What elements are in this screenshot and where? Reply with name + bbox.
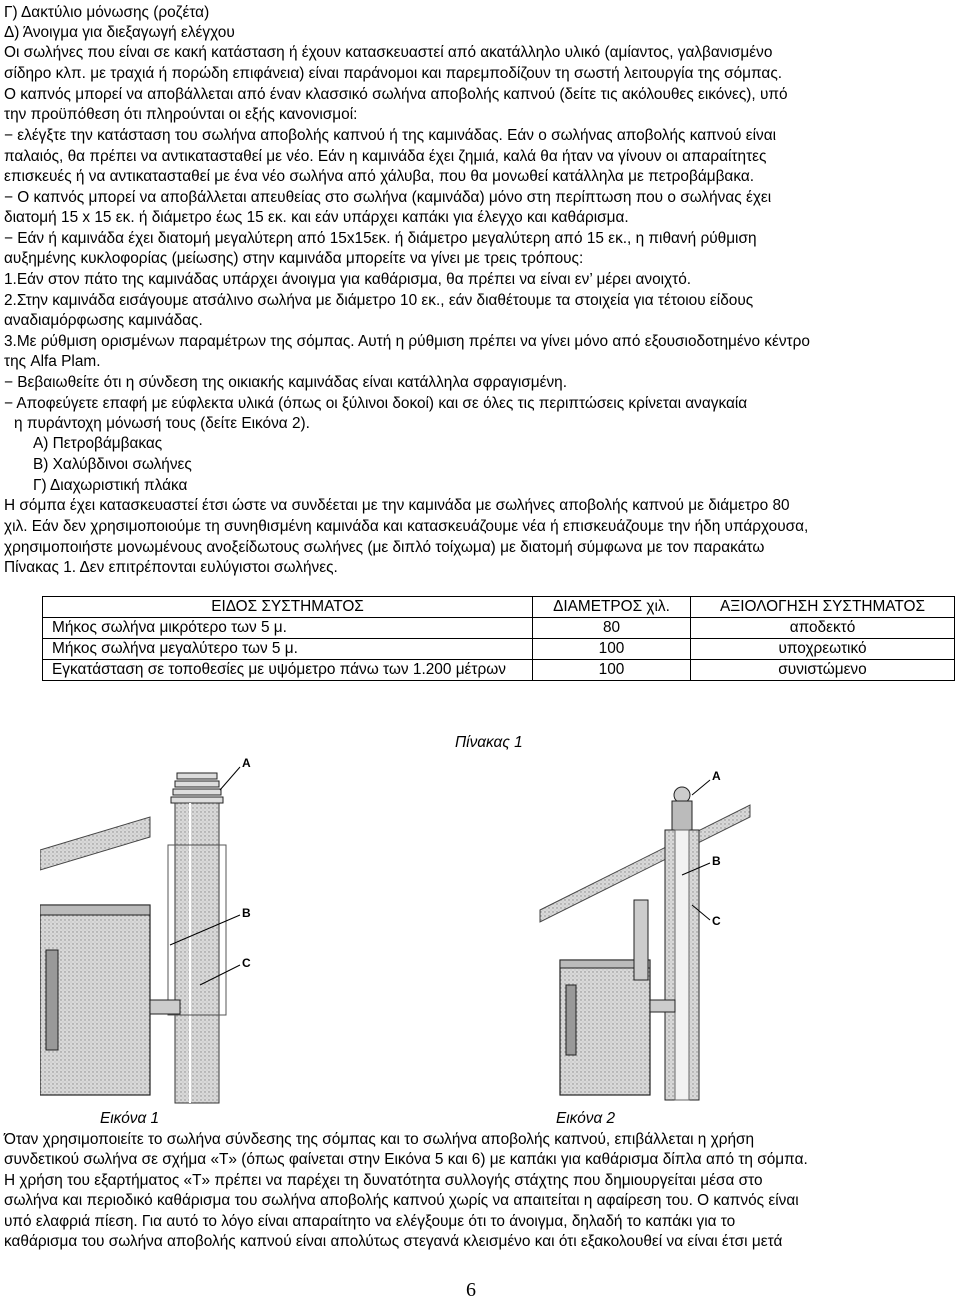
text-line: η πυράντοχη μόνωσή τους (δείτε Εικόνα 2). <box>14 415 310 432</box>
label-c: C <box>712 914 721 928</box>
table-cell: 100 <box>533 639 691 660</box>
inner-steel-pipe <box>675 830 689 1100</box>
text-line: χιλ. Εάν δεν χρησιμοποιούμε τη συνηθισμένη καμινάδα και κατασκευάζουμε νέα ή επισκευάζουμε την ήδη υπάρχουσα, <box>4 518 809 535</box>
vertical-flue <box>634 900 648 980</box>
roof-shape <box>40 817 150 870</box>
text-line: επισκευές ή να αντικατασταθεί με ένα νέο σωλήνα από χάλυβα, που θα μονωθεί κατάλληλα με πετροβάμβακα. <box>4 168 755 185</box>
table-cell: Εγκατάσταση σε τοποθεσίες με υψόμετρο πάνω των 1.200 μέτρων <box>43 660 533 681</box>
figure-1-chimney-drawing <box>40 755 290 1105</box>
table-cell: συνιστώμενο <box>691 660 955 681</box>
table-header-cell: ΑΞΙΟΛΟΓΗΣΗ ΣΥΣΤΗΜΑΤΟΣ <box>691 597 955 618</box>
text-line: Όταν χρησιμοποιείτε το σωλήνα σύνδεσης της σόμπας και το σωλήνα αποβολής καπνού, επιβάλλεται η χρήση <box>4 1131 755 1148</box>
chimney-top <box>672 801 692 831</box>
chimney-cap-layer <box>171 797 223 803</box>
text-line: της Alfa Plam. <box>4 353 101 370</box>
text-line: Η σόμπα έχει κατασκευαστεί έτσι ώστε να συνδέεται με την καμινάδα με σωλήνες αποβολής καπνού με διάμετρο 80 <box>4 497 790 514</box>
page-number: 6 <box>466 1279 476 1301</box>
table-row <box>43 660 955 681</box>
text-line: καθάρισμα του σωλήνα αποβολής καπνού είναι απολύτως στεγανά κλεισμένο και ότι εξακολουθεί να είναι έτσι μετά <box>4 1233 783 1250</box>
text-line: 3.Με ρύθμιση ορισμένων παραμέτρων της σόμπας. Αυτή η ρύθμιση πρέπει να γίνει μόνο από εξουσιοδοτημένο κέντρο <box>4 333 810 350</box>
text-line: την προϋπόθεση ότι πληρούνται οι εξής κανονισμοί: <box>4 106 358 123</box>
table-cell: υποχρεωτικό <box>691 639 955 660</box>
text-line: − Αποφεύγετε επαφή με εύφλεκτα υλικά (όπως οι ξύλινοι δοκοί) και σε όλες τις περιπτώσεις κρίνεται αναγκαία <box>4 395 748 412</box>
text-line: Πίνακας 1. Δεν επιτρέπονται ευλύγιστοι σωλήνες. <box>4 559 338 576</box>
text-line: − Ο καπνός μπορεί να αποβάλλεται απευθείας στο σωλήνα (καμινάδα) μόνο στη περίπτωση που ο σωλήνας έχει <box>4 189 772 206</box>
table-header-cell: ΕΙΔΟΣ ΣΥΣΤΗΜΑΤΟΣ <box>43 597 533 618</box>
table-header-cell: ΔΙΑΜΕΤΡΟΣ χιλ. <box>533 597 691 618</box>
label-c: C <box>242 956 251 970</box>
text-line: Ο καπνός μπορεί να αποβάλλεται από έναν κλασσικό σωλήνα αποβολής καπνού (δείτε τις ακόλουθες εικόνες), υπό <box>4 86 788 103</box>
text-line: Δ) Άνοιγμα για διεξαγωγή ελέγχου <box>4 24 235 41</box>
text-line: παλαιός, θα πρέπει να αντικατασταθεί με νέο. Εάν η καμινάδα έχει ζημιά, καλά θα ήταν να γίνουν οι απαραίτητες <box>4 148 767 165</box>
label-b: B <box>242 906 251 920</box>
chimney-cap-layer <box>177 773 217 779</box>
legend-item: B) Χαλύβδινοι σωλήνες <box>33 456 192 473</box>
chimney-cap-layer <box>173 789 221 795</box>
table-cell: Μήκος σωλήνα μεγαλύτερο των 5 μ. <box>43 639 533 660</box>
table-cell: Μήκος σωλήνα μικρότερο των 5 μ. <box>43 618 533 639</box>
stove-door <box>46 950 58 1050</box>
text-line: − ελέγξτε την κατάσταση του σωλήνα αποβολής καπνού ή της καμινάδας. Εάν ο σωλήνας αποβολής καπνού είναι <box>4 127 777 144</box>
leader-line <box>220 767 240 790</box>
text-line: χρησιμοποιήστε μονωμένους ανοξείδωτους σωλήνες (με διπλό τοίχωμα) με διατομή σύμφωνα με τον παρακάτω <box>4 539 765 556</box>
figure-2-chimney-drawing <box>520 755 770 1105</box>
table-cell: 80 <box>533 618 691 639</box>
text-line: − Εάν ή καμινάδα έχει διατομή μεγαλύτερη από 15x15εκ. ή διάμετρο μεγαλύτερη από 15 εκ., η πιθανή ρύθμιση <box>4 230 757 247</box>
table-cell: 100 <box>533 660 691 681</box>
text-line: συνδετικού σωλήνα σε σχήμα «T» (όπως φαίνεται στην Εικόνα 5 και 6) με καπάκι για καθάρισμα δίπλα από τη σόμπα. <box>4 1151 808 1168</box>
legend-item: A) Πετροβάμβακας <box>33 435 163 452</box>
text-line: 2.Στην καμινάδα εισάγουμε ατσάλινο σωλήνα με διάμετρο 10 εκ., εάν διαθέτουμε τα στοιχεία για τέτοιου είδους <box>4 292 754 309</box>
text-line: αυξημένης κυκλοφορίας (μείωσης) στην καμινάδα μπορείτε να γίνει με τρεις τρόπους: <box>4 250 584 267</box>
text-line: 1.Εάν στον πάτο της καμινάδας υπάρχει άνοιγμα για καθάρισμα, θα πρέπει να είναι εν’ μέρει ανοιχτό. <box>4 271 692 288</box>
chimney-cap-layer <box>175 781 219 787</box>
text-line: Η χρήση του εξαρτήματος «T» πρέπει να παρέχει τη δυνατότητα συλλογής στάχτης που δημιουργείται μέσα στο <box>4 1172 763 1189</box>
text-line: σίδηρο κλπ. με τραχιά ή πορώδη επιφάνεια) είναι παράνομοι και παρεμποδίζουν τη σωστή λειτουργία της σόμπας. <box>4 65 783 82</box>
table-row <box>43 639 955 660</box>
text-line: αναδιαμόρφωσης καμινάδας. <box>4 312 203 329</box>
table-row <box>43 618 955 639</box>
system-table <box>42 596 955 681</box>
label-b: B <box>712 854 721 868</box>
figure-1-caption: Εικόνα 1 <box>100 1110 160 1127</box>
figure-2-caption: Εικόνα 2 <box>556 1110 616 1127</box>
leader-line <box>692 780 710 795</box>
connector-pipe <box>650 1000 675 1012</box>
text-line: Γ) Δακτύλιο μόνωσης (ροζέτα) <box>4 4 210 21</box>
stove-door <box>566 985 576 1055</box>
text-line: − Βεβαιωθείτε ότι η σύνδεση της οικιακής καμινάδας είναι κατάλληλα σφραγισμένη. <box>4 374 567 391</box>
table-caption: Πίνακας 1 <box>455 734 523 751</box>
chimney-pipe <box>175 803 219 1103</box>
stove-top <box>40 905 150 915</box>
table-cell: αποδεκτό <box>691 618 955 639</box>
legend-item: Γ) Διαχωριστική πλάκα <box>33 477 188 494</box>
label-a: A <box>242 756 251 770</box>
label-a: A <box>712 769 721 783</box>
text-line: Οι σωλήνες που είναι σε κακή κατάσταση ή έχουν κατασκευαστεί από ακατάλληλο υλικό (αμίαντος, γαλβανισμένο <box>4 44 773 61</box>
connector-pipe <box>150 1000 180 1014</box>
text-line: σωλήνα και περιοδικό καθάρισμα του σωλήνα αποβολής καπνού χωρίς να απαιτείται η αφαίρεση του. Ο καπνός είναι <box>4 1192 799 1209</box>
text-line: υπό ελαφριά πίεση. Για αυτό το λόγο είναι απαραίτητο να ελέγξουμε ότι το άνοιγμα, δηλαδή το καπάκι για το <box>4 1213 736 1230</box>
table-header-row <box>43 597 955 618</box>
text-line: διατομή 15 x 15 εκ. ή διάμετρο έως 15 εκ. και εάν υπάρχει καπάκι για έλεγχο και καθάρισμα. <box>4 209 629 226</box>
